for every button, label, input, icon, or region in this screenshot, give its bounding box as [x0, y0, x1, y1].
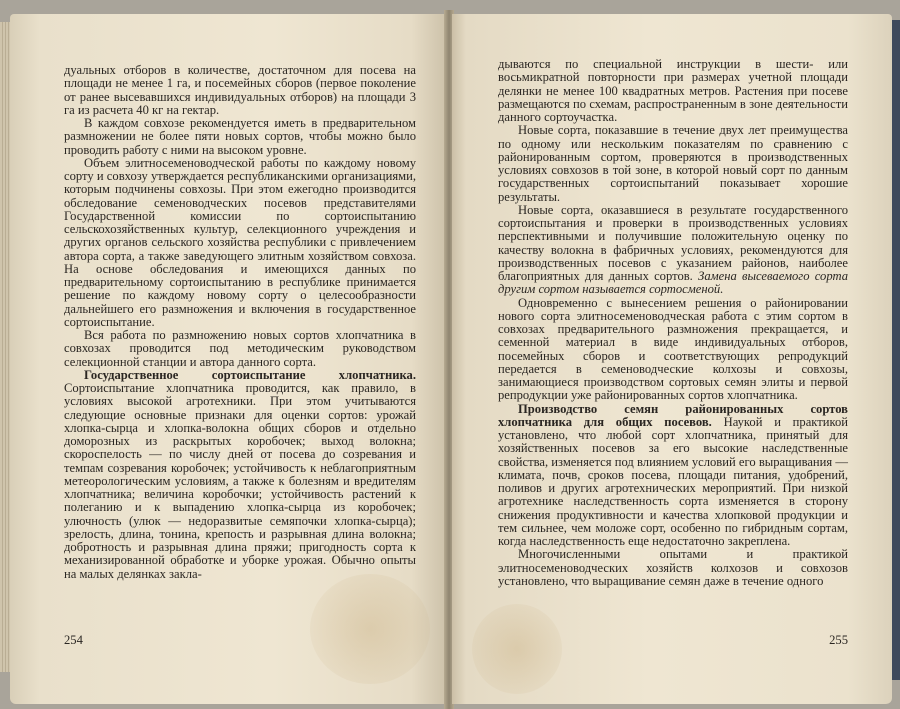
paper-stain — [310, 574, 430, 684]
left-page — [10, 14, 446, 704]
left-section — [64, 369, 416, 581]
right-page — [452, 14, 892, 704]
left-paragraph-2: В каждом совхозе рекомендуется иметь в предварительном размножении не более пяти новых сортов, чтобы можно было проводить работу с ними на высоком уровне. — [64, 116, 416, 157]
left-paragraph-3: Объем элитносеменоводческой работы по каждому новому сорту и совхозу утверждается республиканскими организациями, которым подчинены совхозы. При этом ежегодно производится обследование семеноводческих посевов представителями Государственной комиссии по сортоиспытанию сельскохозяйственных культур, селекционного учреждения и других органов сельского хозяйства республики с привлечением автора сорта, а также заведующего элитным хозяйством совхоза. На основе обследования и имеющихся данных по предварительному сортоиспытанию в республике принимается решение по каждому новому сорту о целесообразности дальнейшего его размножения и включения в государственное сортоиспытание. — [64, 155, 416, 329]
left-section-heading: Государственное сортоиспытание хлопчатника. — [84, 367, 416, 382]
right-paragraph-4: Одновременно с вынесением решения о районировании нового сорта элитносеменоводческая работа с этим сортом в совхозах предварительного размножения прекращается, и семенной материал в виде индивидуальных отборов, посемейных сборов и соответствующих репродукций передается в семеноводческие колхозы и совхозы, занимающиеся производством сортовых семян элиты и первой репродукции уже районированных сортов хлопчатника. — [498, 295, 848, 403]
sortosmena-definition: Замена высеваемого сорта другим сортом называется сортосменой. — [498, 269, 848, 297]
right-page-text — [498, 58, 848, 588]
right-section — [498, 403, 848, 549]
paper-stain — [472, 604, 562, 694]
left-paragraph-4: Вся работа по размножению новых сортов хлопчатника в совхозах проводится под методическим руководством селекционной станции и автора данного сорта. — [64, 328, 416, 369]
left-section-body: Сортоиспытание хлопчатника проводится, как правило, в условиях высокой агротехники. При этом учитываются следующие основные признаки для оценки сортов: урожай хлопка-сырца и хлопка-волокна общих сборов и отдельно доморозных из раскрытых коробочек; выход волокна; скороспелость — по числу дней от посева до созревания и темпам созревания коробочек; устойчивость к неблагоприятным метеорологическим условиям, а также к болезням и вредителям хлопчатника; величина коробочки; устойчивость растений к полеганию и к выпадению хлопка-сырца из коробочек; улючность (улюк — недоразвитые семяпочки хлопка-сырца); зрелость, длина, тонина, крепость и разрывная длина волокна; добротность и разрывная длина пряжи; пригодность сорта к механизированной обработке и уборке урожая. Обычно опыты на малых делянках закла- — [64, 381, 416, 581]
right-paragraph-3 — [498, 204, 848, 297]
left-page-text — [64, 64, 416, 581]
left-paragraph-1: дуальных отборов в количестве, достаточном для посева на площади не менее 1 га, и посемейных сборов (первое поколение от ранее высевавшихся индивидуальных отборов) на площади 3 га из расчета 40 кг на гектар. — [64, 63, 416, 117]
right-paragraph-last: Многочисленными опытами и практикой элитносеменоводческих хозяйств колхозов и совхозов установлено, что выращивание семян даже в течение одного — [498, 547, 848, 588]
right-section-heading: Производство семян районированных сортов хлопчатника для общих посевов. — [498, 401, 848, 429]
page-number-right: 255 — [829, 633, 848, 647]
page-number-left: 254 — [64, 633, 83, 647]
right-paragraph-2: Новые сорта, показавшие в течение двух лет преимущества по одному или нескольким показателям по сравнению с районированным сортом, проверяются в производственных условиях совхозов в той зоне, в которой новый сорт по данным государственных сортоиспытаний показывает хорошие результаты. — [498, 123, 848, 204]
right-paragraph-3-main: Новые сорта, оказавшиеся в результате государственного сортоиспытания и проверки в производственных условиях перспективными и получившие положительную оценку по качеству волокна в фабричных условиях, рекомендуются для производственных посевов с указанием районов, наиболее благоприятных для данных сортов. — [498, 202, 848, 283]
right-section-body: Наукой и практикой установлено, что любой сорт хлопчатника, принятый для хозяйственных посевов за его высокие наследственные свойства, изменяется под влиянием условий его выращивания — климата, почв, сроков посева, площади питания, удобрений, поливов и других агротехнических мероприятий. При низкой агротехнике наследственность сорта изменяется в сторону снижения продуктивности и качества хлопковой продукции и тем сильнее, чем моложе сорт, особенно по гибридным сортам, когда наследственность еще недостаточно закреплена. — [498, 414, 849, 548]
right-paragraph-1: дываются по специальной инструкции в шести- или восьмикратной повторности при размерах учетной площади делянки не менее 100 квадратных метров. Растения при посеве размещаются по схемам, распространенным в зоне деятельности данного сортоучастка. — [498, 57, 848, 124]
